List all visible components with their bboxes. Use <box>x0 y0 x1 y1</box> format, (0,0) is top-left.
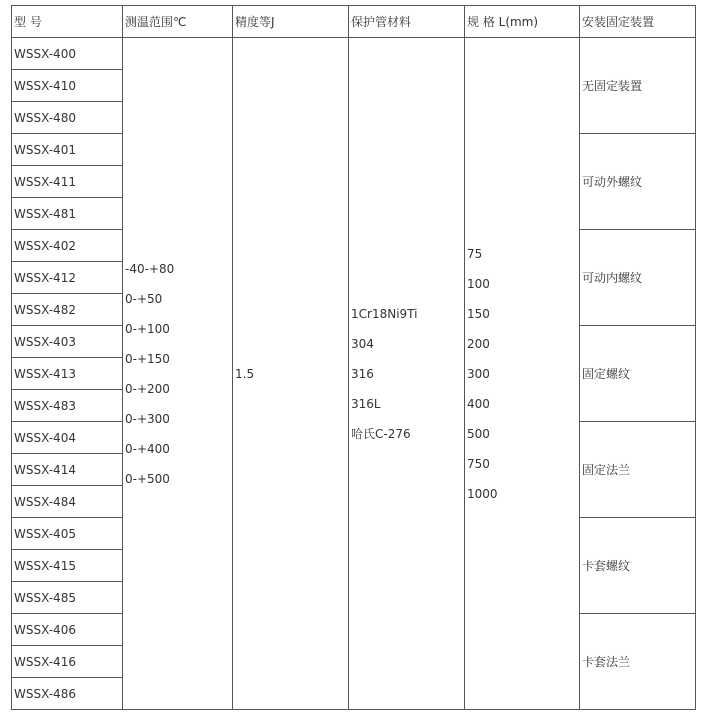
header-row <box>12 6 696 38</box>
temp-range-value: 0-+300 <box>125 411 170 426</box>
model-cell: WSSX-401 <box>12 134 123 166</box>
model-cell: WSSX-480 <box>12 102 123 134</box>
length-value: 100 <box>467 276 490 291</box>
temp-range-value: 0-+50 <box>125 291 163 306</box>
material-value: 哈氏C-276 <box>351 426 411 441</box>
mounting-cell: 卡套螺纹 <box>580 518 696 614</box>
mounting-cell: 可动外螺纹 <box>580 134 696 230</box>
model-cell: WSSX-483 <box>12 390 123 422</box>
model-cell: WSSX-405 <box>12 518 123 550</box>
table-row <box>12 38 696 70</box>
model-cell: WSSX-481 <box>12 198 123 230</box>
temp-range-value: 0-+500 <box>125 471 170 486</box>
material-cell <box>349 38 465 710</box>
length-value: 400 <box>467 396 490 411</box>
length-value: 150 <box>467 306 490 321</box>
material-value: 316 <box>351 366 374 381</box>
mounting-cell: 固定螺纹 <box>580 326 696 422</box>
mounting-cell: 可动内螺纹 <box>580 230 696 326</box>
model-cell: WSSX-415 <box>12 550 123 582</box>
accuracy-cell: 1.5 <box>233 38 349 710</box>
material-value: 316L <box>351 396 381 411</box>
model-cell: WSSX-404 <box>12 422 123 454</box>
spec-cell <box>465 38 580 710</box>
model-cell: WSSX-402 <box>12 230 123 262</box>
length-value: 1000 <box>467 486 498 501</box>
model-cell: WSSX-403 <box>12 326 123 358</box>
temp-range-cell <box>123 38 233 710</box>
length-value: 75 <box>467 246 483 261</box>
length-value: 500 <box>467 426 490 441</box>
model-cell: WSSX-486 <box>12 678 123 710</box>
mounting-cell: 无固定装置 <box>580 38 696 134</box>
model-cell: WSSX-400 <box>12 38 123 70</box>
table-body <box>12 6 696 710</box>
length-value: 750 <box>467 456 490 471</box>
length-value: 200 <box>467 336 490 351</box>
model-cell: WSSX-485 <box>12 582 123 614</box>
model-cell: WSSX-484 <box>12 486 123 518</box>
model-cell: WSSX-411 <box>12 166 123 198</box>
temp-range-value: 0-+200 <box>125 381 170 396</box>
header-mounting: 安装固定装置 <box>580 6 696 38</box>
length-value: 300 <box>467 366 490 381</box>
mounting-cell: 卡套法兰 <box>580 614 696 710</box>
header-temp-range: 测温范围℃ <box>123 6 233 38</box>
mounting-cell: 固定法兰 <box>580 422 696 518</box>
model-cell: WSSX-406 <box>12 614 123 646</box>
model-cell: WSSX-413 <box>12 358 123 390</box>
header-model: 型 号 <box>12 6 123 38</box>
model-cell: WSSX-416 <box>12 646 123 678</box>
temp-range-value: 0-+400 <box>125 441 170 456</box>
material-value: 1Cr18Ni9Ti <box>351 306 418 321</box>
header-spec: 规 格 L(mm) <box>465 6 580 38</box>
header-accuracy: 精度等J <box>233 6 349 38</box>
temp-range-value: 0-+150 <box>125 351 170 366</box>
model-cell: WSSX-412 <box>12 262 123 294</box>
temp-range-value: -40-+80 <box>125 261 175 276</box>
material-value: 304 <box>351 336 374 351</box>
temp-range-value: 0-+100 <box>125 321 170 336</box>
spec-table <box>11 5 696 710</box>
header-material: 保护管材料 <box>349 6 465 38</box>
model-cell: WSSX-414 <box>12 454 123 486</box>
model-cell: WSSX-482 <box>12 294 123 326</box>
model-cell: WSSX-410 <box>12 70 123 102</box>
